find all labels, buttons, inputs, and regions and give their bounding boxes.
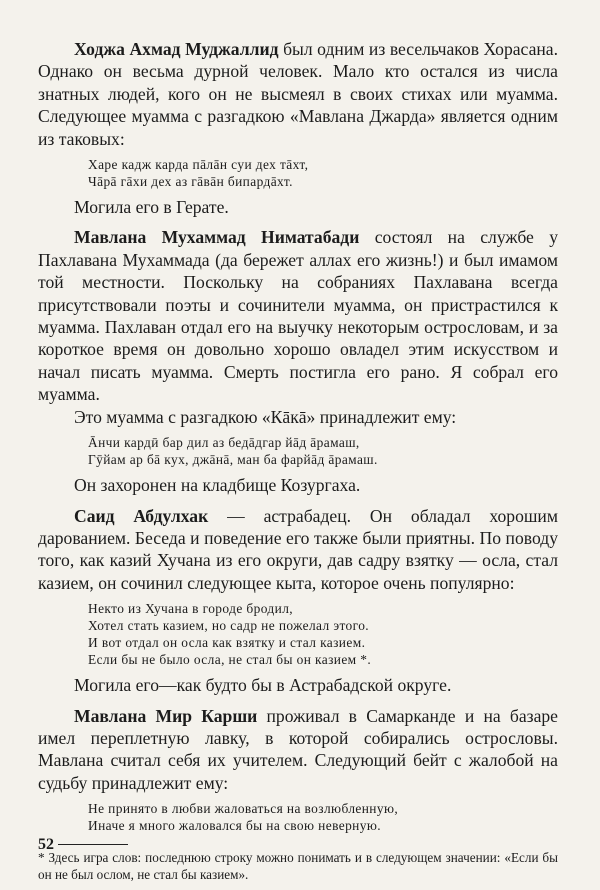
paragraph-text: был одним из весельчаков Хорасана. Однако он весьма дурной человек. Мало кто остался из числа знатных людей, кого он не высмеял в своих стихах или муамма. Следующее муамма с разгадкою «Мавлана Джарда» является одним из таковых: (38, 39, 559, 149)
verse-line: Хотел стать казием, но садр не пожелал этого. (88, 618, 370, 634)
verse-block (88, 156, 558, 190)
verse-line: И вот отдал он осла как взятку и стал казием. (88, 635, 366, 651)
page-body (38, 38, 558, 883)
paragraph-text: состоял на службе у Пахлавана Мухаммада (да бережет аллах его жизнь!) и был имамом той местности. Поскольку на собраниях Пахлавана всегда присутствовали поэты и сочинители муамма, он пристрастился к муамма. Пахлаван отдал его на выучку некоторым острословам, и за короткое время он довольно хорошо овладел этим искусством и начал писать муамма. Смерть постигла его рано. Я собрал его муамма. (38, 227, 558, 405)
footnote: * Здесь игра слов: последнюю строку можно понимать и в следующем значении: «Если бы он не был ослом, не стал бы казием». (38, 850, 558, 883)
verse-line: Āнчи кардӣ бар дил аз бедāдгар йāд āрамаш, (88, 435, 360, 451)
verse-line: Чāрā гāхи дех аз гāвāн бипардāхт. (88, 174, 293, 190)
verse-block (88, 800, 558, 834)
paragraph-nimatabadi (38, 226, 558, 405)
person-name: Саид Абдулхак (74, 505, 209, 526)
page-number: 52 (38, 836, 54, 853)
verse-line: Иначе я много жаловался бы на свою неверную. (88, 818, 381, 834)
paragraph-khodja (38, 38, 558, 150)
verse-line: Некто из Хучана в городе бродил, (88, 601, 294, 617)
verse-line: Харе кадж карда пāлāн суи дех тāхт, (88, 157, 309, 173)
grave-note: Он захоронен на кладбище Козургаха. (74, 475, 361, 496)
paragraph-text: проживал в Самарканде и на базаре имел переплетную лавку, в которой собирались острословы. Мавлана считал себя их учителем. Следующий бейт с жалобой на судьбу принадлежит ему: (38, 705, 558, 793)
paragraph-text: Это муамма с разгадкою «Кāкā» принадлежит ему: (74, 406, 457, 427)
verse-block (88, 600, 558, 668)
paragraph-abdulhak (38, 505, 558, 595)
person-name: Ходжа Ахмад Муджаллид (74, 39, 279, 59)
footnote-divider (58, 844, 128, 845)
grave-note: Могила его в Герате. (74, 197, 229, 218)
paragraph-text: — астрабадец. Он обладал хорошим дарованием. Беседа и поведение его также были приятны. По поводу того, как казий Хучана из его округи, дав садру взятку — осла, стал казием, он сочинил следующее кыта, которое очень популярно: (38, 505, 558, 593)
person-name: Мавлана Мухаммад Ниматабади (74, 227, 360, 248)
grave-note: Могила его—как будто бы в Астрабадской округе. (74, 675, 452, 696)
paragraph-karshi (38, 705, 558, 795)
verse-line: Если бы не было осла, не стал бы он казием *. (88, 652, 372, 668)
verse-line: Гӯйам ар бā кух, джāнā, ман ба фарйāд āрамаш. (88, 452, 378, 468)
verse-block (88, 434, 558, 468)
verse-line: Не принято в любви жаловаться на возлюбленную, (88, 801, 399, 817)
person-name: Мавлана Мир Карши (74, 705, 258, 726)
